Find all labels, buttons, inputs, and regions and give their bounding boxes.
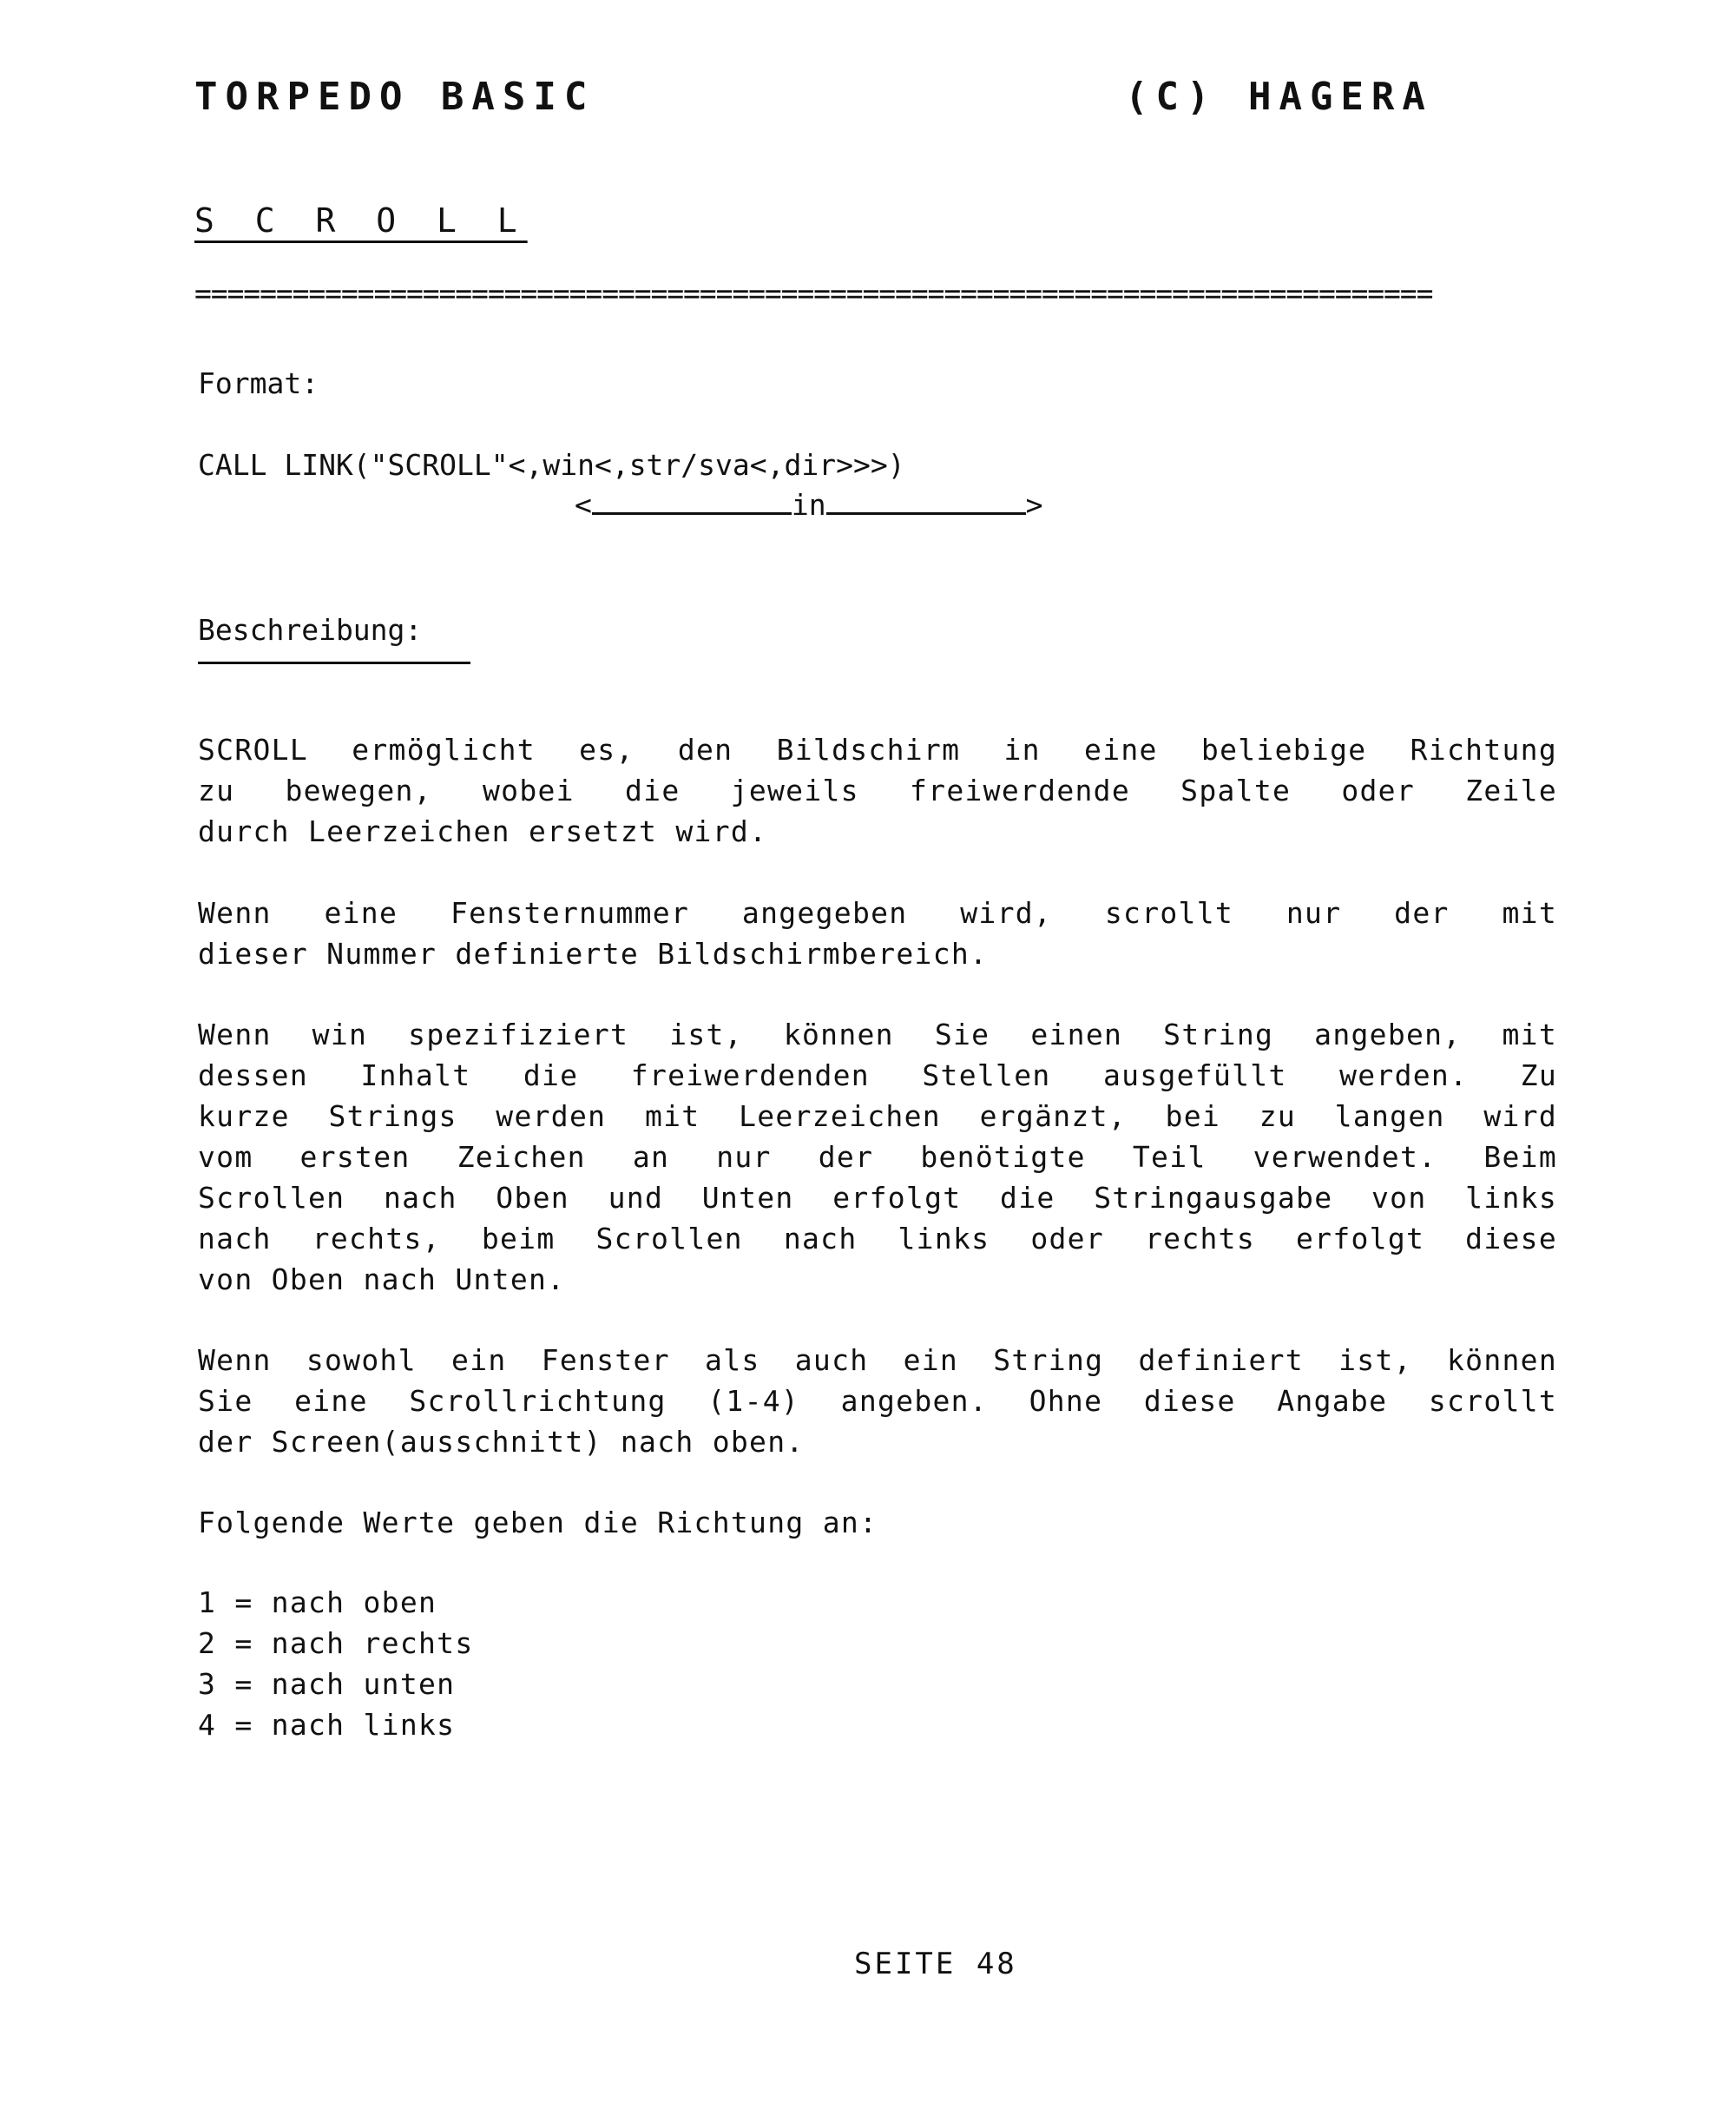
syntax-sub-mid: in <box>791 488 826 522</box>
direction-item: 2 = nach rechts <box>198 1626 474 1660</box>
syntax-blank-right <box>826 512 1026 515</box>
paragraph-line: durch Leerzeichen ersetzt wird. <box>198 814 768 848</box>
syntax-sub-close: > <box>1025 488 1043 522</box>
paragraph-line: Wenn win spezifiziert ist, können Sie einen String angeben, mit <box>198 1018 1557 1051</box>
paragraph-line: Wenn eine Fensternummer angegeben wird, scrollt nur der mit <box>198 896 1557 930</box>
paragraph-line: Sie eine Scrollrichtung (1-4) angeben. Ohne diese Angabe scrollt <box>198 1384 1557 1418</box>
syntax-blank-left <box>592 512 792 515</box>
paragraph-line: zu bewegen, wobei die jeweils freiwerdende Spalte oder Zeile <box>198 774 1557 807</box>
description-underline <box>198 662 470 664</box>
header-copyright: (C) HAGERA <box>1125 75 1433 119</box>
direction-item: 1 = nach oben <box>198 1585 437 1619</box>
syntax-line: CALL LINK("SCROLL"<,win<,str/sva<,dir>>>) <box>198 448 905 482</box>
page-number: SEITE 48 <box>854 1947 1017 1981</box>
paragraph-string-fill <box>198 1014 1557 1300</box>
direction-item: 3 = nach unten <box>198 1667 456 1701</box>
paragraph-line: kurze Strings werden mit Leerzeichen ergänzt, bei zu langen wird <box>198 1099 1557 1133</box>
syntax-sub-open: < <box>575 488 592 522</box>
paragraph-line: vom ersten Zeichen an nur der benötigte Teil verwendet. Beim <box>198 1140 1557 1174</box>
format-label: Format: <box>198 366 319 400</box>
paragraph-line: Scrollen nach Oben und Unten erfolgt die Stringausgabe von links <box>198 1181 1557 1215</box>
direction-item: 4 = nach links <box>198 1708 456 1742</box>
paragraph-line: von Oben nach Unten. <box>198 1262 566 1296</box>
paragraph-line: dessen Inhalt die freiwerdenden Stellen ausgefüllt werden. Zu <box>198 1058 1557 1092</box>
section-title: S C R O L L <box>194 201 528 240</box>
paragraph-line: dieser Nummer definierte Bildschirmbereich. <box>198 937 989 971</box>
header-product-name: TORPEDO BASIC <box>194 75 595 119</box>
section-rule: ============================================================================ <box>194 276 1433 310</box>
paragraph-line: Wenn sowohl ein Fenster als auch ein String definiert ist, können <box>198 1343 1557 1377</box>
syntax-sub-line <box>575 488 1043 522</box>
paragraph-window-number <box>198 893 1557 974</box>
paragraph-values-intro <box>198 1502 1557 1543</box>
description-label: Beschreibung: <box>198 613 423 647</box>
paragraph-line: Folgende Werte geben die Richtung an: <box>198 1506 878 1539</box>
direction-list <box>198 1582 474 1745</box>
paragraph-scroll-direction <box>198 1340 1557 1462</box>
paragraph-line: der Screen(ausschnitt) nach oben. <box>198 1425 805 1459</box>
paragraph-scroll-intro <box>198 729 1557 852</box>
paragraph-line: SCROLL ermöglicht es, den Bildschirm in eine beliebige Richtung <box>198 733 1557 767</box>
paragraph-line: nach rechts, beim Scrollen nach links oder rechts erfolgt diese <box>198 1222 1557 1255</box>
